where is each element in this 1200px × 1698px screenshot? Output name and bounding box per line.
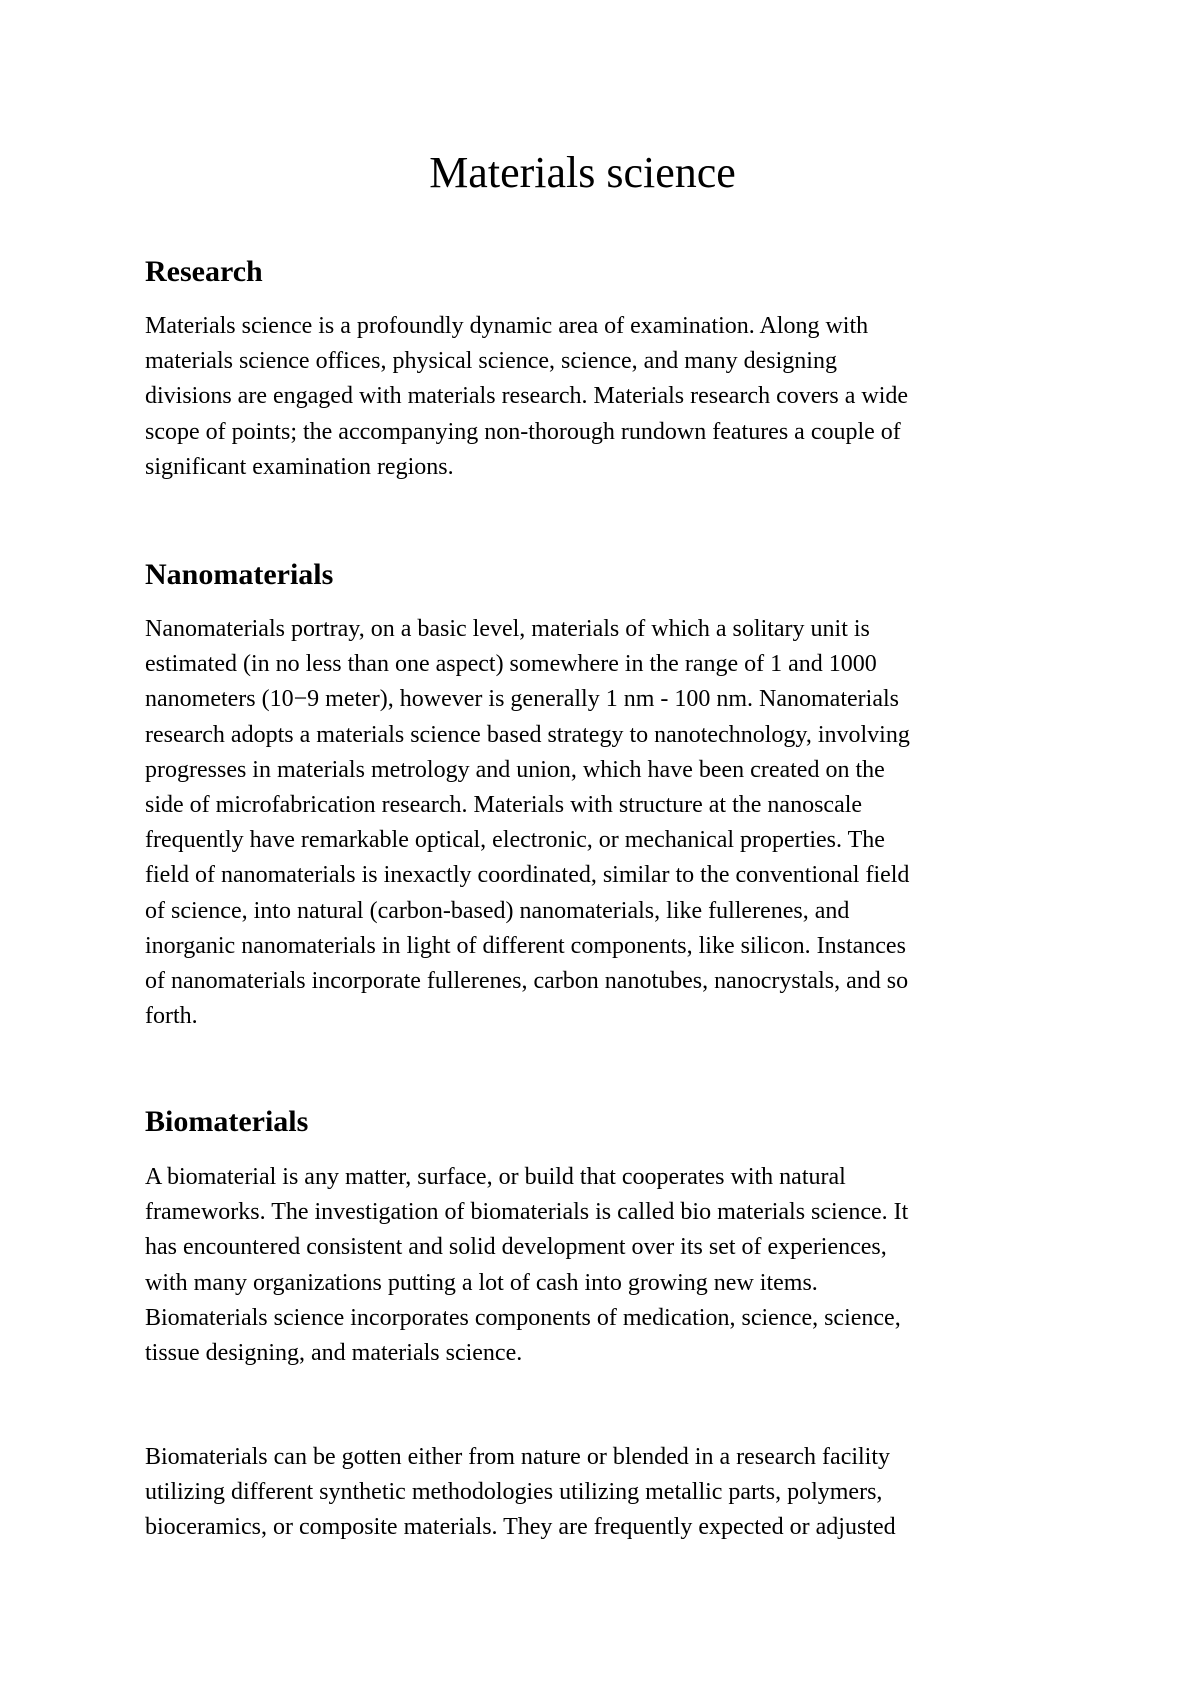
text-line: scope of points; the accompanying non-thorough rundown features a couple of: [145, 418, 901, 445]
text-line: Biomaterials science incorporates components of medication, science, science,: [145, 1304, 901, 1331]
text-line: with many organizations putting a lot of cash into growing new items.: [145, 1269, 818, 1296]
section-heading-biomaterials: Biomaterials: [145, 1105, 309, 1138]
text-line: side of microfabrication research. Materials with structure at the nanoscale: [145, 792, 863, 819]
text-line: has encountered consistent and solid development over its set of experiences,: [145, 1234, 887, 1261]
section-heading-research: Research: [145, 255, 263, 288]
text-line: inorganic nanomaterials in light of different components, like silicon. Instances: [145, 932, 906, 959]
text-line: nanometers (10−9 meter), however is generally 1 nm - 100 nm. Nanomaterials: [145, 686, 899, 713]
text-line: field of nanomaterials is inexactly coordinated, similar to the conventional field: [145, 862, 910, 889]
biomaterials-paragraph-2: [145, 1440, 896, 1546]
nanomaterials-paragraph: [145, 612, 910, 1034]
text-line: progresses in materials metrology and union, which have been created on the: [145, 756, 885, 783]
biomaterials-paragraph-1: [145, 1160, 908, 1371]
text-line: significant examination regions.: [145, 453, 454, 480]
text-line: Nanomaterials portray, on a basic level, materials of which a solitary unit is: [145, 616, 870, 642]
text-line: research adopts a materials science based strategy to nanotechnology, involving: [145, 721, 910, 748]
research-paragraph: [145, 309, 908, 485]
text-line: Biomaterials can be gotten either from nature or blended in a research facility: [145, 1444, 891, 1470]
text-line: A biomaterial is any matter, surface, or build that cooperates with natural: [145, 1164, 846, 1190]
text-line: tissue designing, and materials science.: [145, 1340, 523, 1367]
text-line: Materials science is a profoundly dynamic area of examination. Along with: [145, 313, 869, 339]
text-line: utilizing different synthetic methodologies utilizing metallic parts, polymers,: [145, 1479, 883, 1506]
text-line: materials science offices, physical science, science, and many designing: [145, 348, 837, 375]
text-line: bioceramics, or composite materials. They are frequently expected or adjusted: [145, 1514, 896, 1541]
section-heading-nanomaterials: Nanomaterials: [145, 558, 334, 591]
text-line: frameworks. The investigation of biomaterials is called bio materials science. It: [145, 1199, 909, 1226]
text-line: of science, into natural (carbon-based) nanomaterials, like fullerenes, and: [145, 897, 850, 924]
text-line: forth.: [145, 1003, 198, 1030]
text-line: of nanomaterials incorporate fullerenes, carbon nanotubes, nanocrystals, and so: [145, 968, 909, 995]
text-line: estimated (in no less than one aspect) somewhere in the range of 1 and 1000: [145, 651, 877, 678]
text-line: frequently have remarkable optical, electronic, or mechanical properties. The: [145, 827, 885, 854]
text-line: divisions are engaged with materials research. Materials research covers a wide: [145, 383, 909, 410]
document-title: Materials science: [429, 148, 736, 197]
